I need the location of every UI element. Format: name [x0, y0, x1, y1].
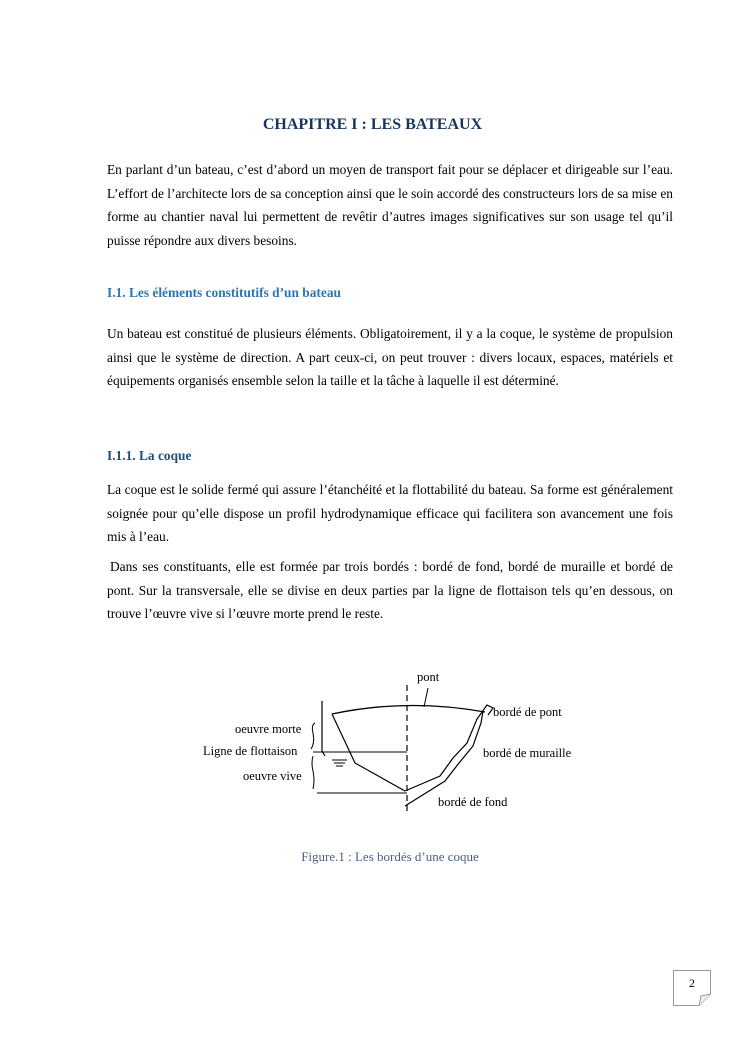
label-oeuvre-vive: oeuvre vive: [243, 769, 302, 783]
label-oeuvre-morte: oeuvre morte: [235, 722, 302, 736]
left-side: [322, 701, 325, 756]
right-hull-inner: [405, 705, 493, 791]
label-borde-fond: bordé de fond: [438, 795, 508, 809]
section-heading-1-1: I.1.1. La coque: [107, 448, 192, 463]
hull-diagram: [195, 663, 590, 818]
label-borde-pont: bordé de pont: [493, 705, 562, 719]
label-borde-muraille: bordé de muraille: [483, 746, 572, 760]
section-1-paragraph: Un bateau est constitué de plusieurs éléments. Obligatoirement, il y a la coque, le système de propulsion ainsi que le système de direction. A part ceux-ci, on peut trouver : divers locaux, espaces, matériels et équipements organisés ensemble selon la taille et la tâche à laquelle il est déterminé.: [107, 326, 673, 388]
intro-paragraph: En parlant d’un bateau, c’est d’abord un moyen de transport fait pour se déplacer et dirigeable sur l’eau. L’effort de l’architecte lors de sa conception ainsi que le soin accordé des constructeurs lors de sa mise en forme au chantier naval lui permettent de revêtir d’autres images significatives sur son usage tel qu’il puisse répondre aux divers besoins.: [107, 162, 673, 248]
coque-paragraph-2: Dans ses constituants, elle est formée par trois bordés : bordé de fond, bordé de muraille et bordé de pont. Sur la transversale, elle se divise en deux parties par la ligne de flottaison tels qu’en dessous, on trouve l’œuvre vive si l’œuvre morte prend le reste.: [107, 559, 673, 621]
label-pont: pont: [417, 670, 440, 684]
deck-line: [332, 705, 485, 714]
brace-lower: [312, 756, 314, 789]
brace-upper: [311, 723, 315, 749]
hull-diagram-svg: [195, 663, 590, 818]
section-heading-1: I.1. Les éléments constitutifs d’un bateau: [107, 285, 341, 300]
right-hull-outer: [405, 711, 483, 806]
page-number: 2: [689, 976, 695, 990]
figure-caption: Figure.1 : Les bordés d’une coque: [301, 849, 479, 864]
pont-pointer: [424, 688, 428, 707]
coque-paragraph-1: La coque est le solide fermé qui assure l’étanchéité et la flottabilité du bateau. Sa forme est généralement soignée pour qu’elle dispose un profil hydrodynamique efficace qui facilitera son avancement une fois mis à l’eau.: [107, 482, 673, 544]
chapter-title: CHAPITRE I : LES BATEAUX: [262, 116, 483, 133]
label-ligne-flottaison: Ligne de flottaison: [203, 744, 298, 758]
